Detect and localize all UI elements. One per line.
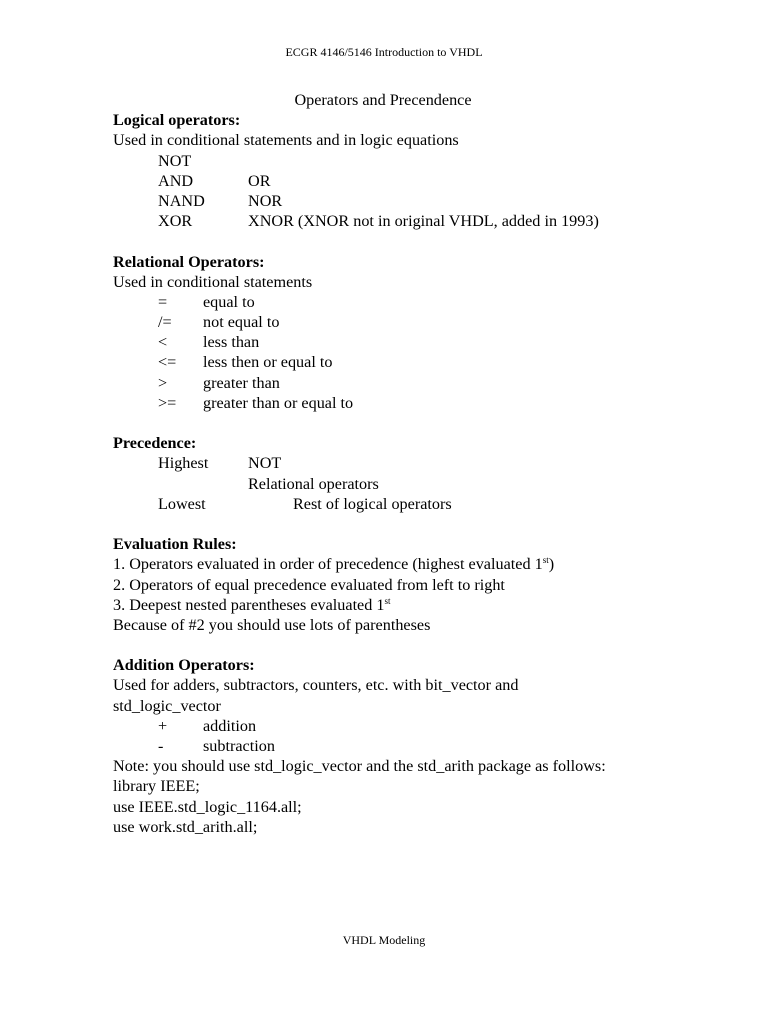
logical-op-nor: NOR (248, 191, 283, 210)
relational-symbol: /= (158, 313, 172, 332)
precedence-highest-value: NOT (248, 454, 282, 473)
relational-symbol: = (158, 292, 168, 311)
logical-op-not: NOT (158, 151, 192, 170)
evaluation-heading: Evaluation Rules: (113, 535, 237, 554)
relational-description: not equal to (203, 313, 280, 332)
addition-row (113, 736, 743, 756)
logical-op-nand: NAND (158, 191, 205, 210)
relational-row (113, 352, 743, 372)
precedence-highest-label: Highest (158, 454, 209, 473)
evaluation-rule-3: 3. Deepest nested parentheses evaluated 1st (113, 595, 391, 614)
precedence-heading: Precedence: (113, 434, 197, 453)
relational-symbol: > (158, 373, 168, 392)
evaluation-rule-2: 2. Operators of equal precedence evaluated from left to right (113, 575, 505, 594)
relational-row (113, 373, 743, 393)
relational-symbol: >= (158, 393, 177, 412)
relational-description: less than (203, 333, 260, 352)
relational-row (113, 292, 743, 312)
relational-intro: Used in conditional statements (113, 272, 313, 291)
relational-row (113, 312, 743, 332)
code-line: library IEEE; (113, 777, 200, 796)
precedence-lowest-label: Lowest (158, 494, 206, 513)
addition-intro-1: Used for adders, subtractors, counters, etc. with bit_vector and (113, 676, 519, 695)
relational-description: greater than or equal to (203, 393, 354, 412)
relational-symbol: <= (158, 353, 177, 372)
precedence-lowest-value: Rest of logical operators (293, 494, 452, 513)
logical-op-and: AND (158, 171, 194, 190)
addition-intro-2: std_logic_vector (113, 696, 221, 715)
logical-op-xor: XOR (158, 212, 193, 231)
addition-symbol: - (158, 737, 164, 755)
addition-row (113, 716, 743, 736)
page-header: ECGR 4146/5146 Introduction to VHDL (285, 45, 483, 59)
relational-symbol: < (158, 333, 168, 352)
evaluation-note: Because of #2 you should use lots of parentheses (113, 615, 431, 634)
logical-intro: Used in conditional statements and in logic equations (113, 131, 459, 150)
relational-description: less then or equal to (203, 353, 333, 372)
relational-row (113, 393, 743, 413)
addition-heading: Addition Operators: (113, 656, 255, 675)
logical-op-or: OR (248, 171, 271, 190)
relational-heading: Relational Operators: (113, 252, 265, 271)
code-line: use work.std_arith.all; (113, 817, 258, 836)
precedence-middle-value: Relational operators (248, 474, 379, 493)
logical-op-xnor: XNOR (XNOR not in original VHDL, added in 1993) (248, 212, 599, 231)
addition-description: subtraction (203, 737, 275, 755)
logical-heading: Logical operators: (113, 111, 241, 130)
document-body (113, 90, 743, 837)
page-footer: VHDL Modeling (342, 933, 426, 947)
page-title-line (113, 90, 743, 110)
page-title: Operators and Precendence (294, 91, 472, 109)
relational-row (113, 332, 743, 352)
addition-note: Note: you should use std_logic_vector and the std_arith package as follows: (113, 757, 606, 776)
relational-description: equal to (203, 292, 255, 311)
code-line: use IEEE.std_logic_1164.all; (113, 797, 302, 816)
addition-description: addition (203, 716, 257, 735)
addition-symbol: + (158, 716, 168, 735)
relational-description: greater than (203, 373, 280, 392)
evaluation-rule-1: 1. Operators evaluated in order of precedence (highest evaluated 1st) (113, 555, 555, 574)
